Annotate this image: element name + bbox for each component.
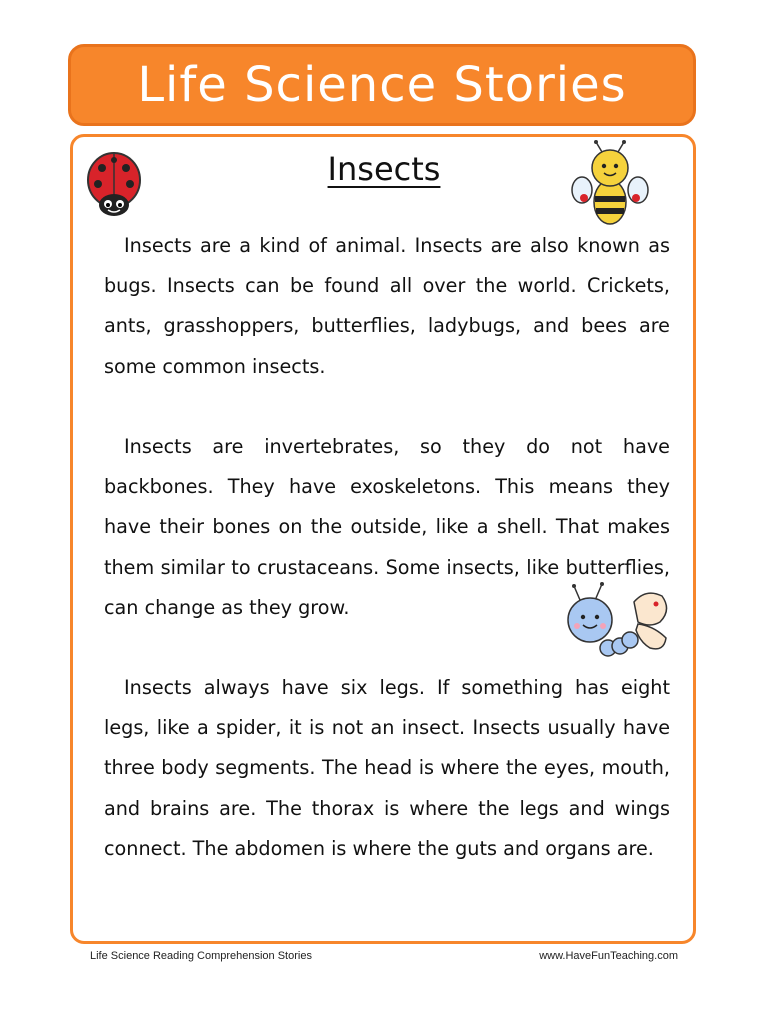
page-title: Life Science Stories — [137, 57, 627, 113]
story-title-text: Insects — [327, 150, 441, 188]
header-banner — [68, 44, 696, 126]
footer-website-link[interactable]: www.HaveFunTeaching.com — [539, 950, 678, 962]
story-paragraph-3: Insects always have six legs. If something has eight legs, like a spider, it is not an insect. Insects usually have three body segments. The head is where the eyes, mouth, and brains are. The thorax is where the legs and wings connect. The abdomen is where the guts and organs are. — [104, 676, 670, 860]
footer-series-title: Life Science Reading Comprehension Stories — [90, 950, 312, 962]
bee-icon — [568, 140, 652, 230]
ladybug-icon — [86, 150, 142, 218]
story-paragraph-2: Insects are invertebrates, so they do not have backbones. They have exoskeletons. This means they have their bones on the outside, like a shell. That makes them similar to crustaceans. Some insects, like butterflies, can change as they grow. — [104, 435, 670, 619]
story-paragraph-1: Insects are a kind of animal. Insects are also known as bugs. Insects can be found all over the world. Crickets, ants, grasshoppers, butterflies, ladybugs, and bees are some common insects. — [104, 234, 670, 378]
